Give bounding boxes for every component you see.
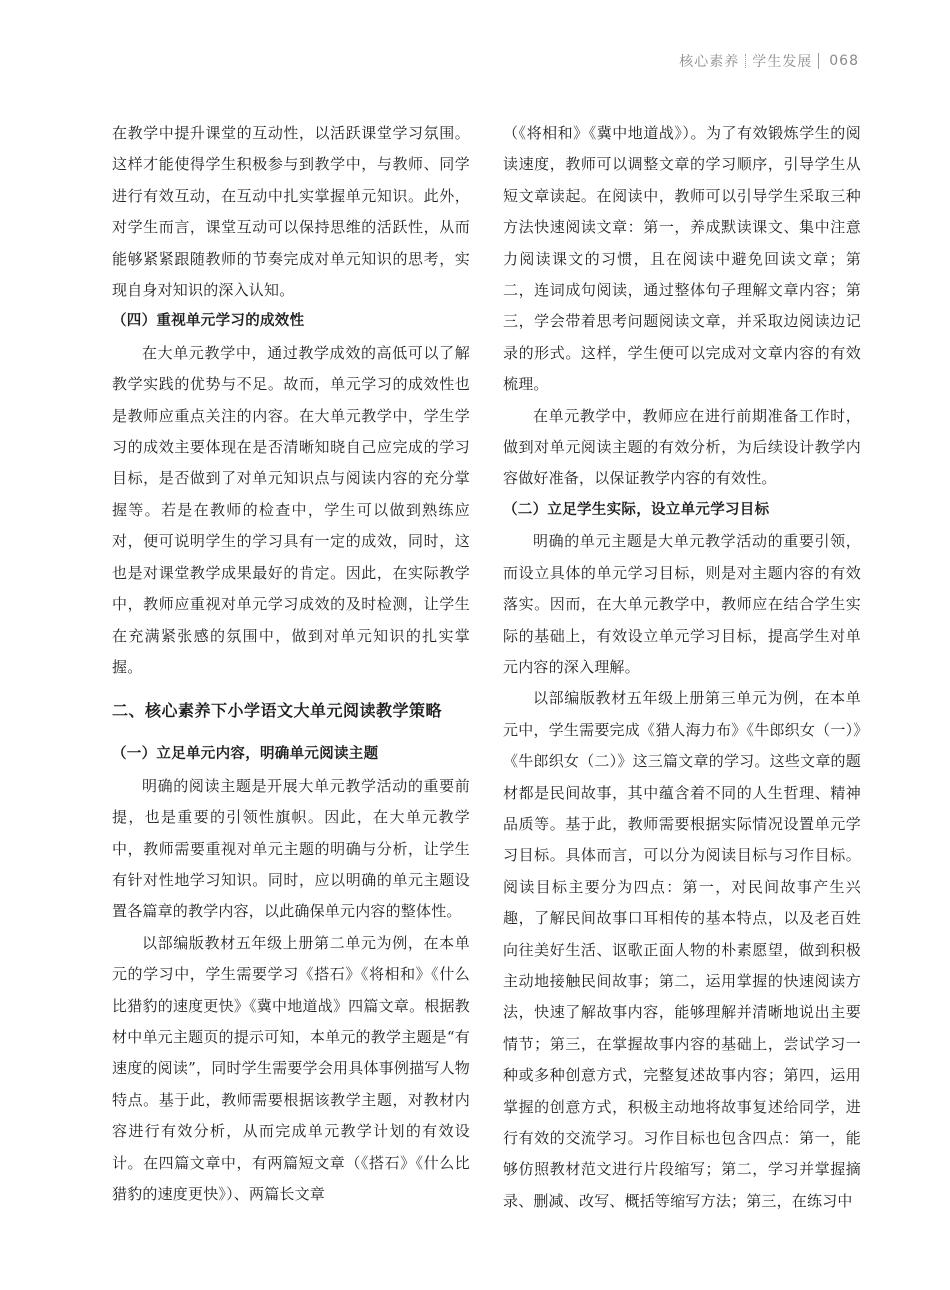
paragraph: 以部编版教材五年级上册第三单元为例，在本单元中，学生需要完成《猎人海力布》《牛郎织女（一）》《牛郎织女（二）》这三篇文章的学习。这些文章的题材都是民间故事，其中蕴含着不同的人生哲理、精神品质等。基于此，教师需要根据实际情况设置单元学习目标。具体而言，可以分为阅读目标与习作目标。阅读目标主要分为四点：第一，对民间故事产生兴趣，了解民间故事口耳相传的基本特点，以及老百姓向往美好生活、讴歌正面人物的朴素愿望，做到积极主动地接触民间故事；第二，运用掌握的快速阅读方法，快速了解故事内容，能够理解并清晰地说出主要情节；第三，在掌握故事内容的基础上，尝试学习一种或多种创意方式，完整复述故事内容；第四，运用掌握的创意方式，积极主动地将故事复述给同学，进行有效的交流学习。习作目标也包含四点：第一，能够仿照教材范文进行片段缩写；第二，学习并掌握摘录、删减、改写、概括等缩写方法；第三，在练习中 <box>503 689 861 1210</box>
paragraph: 以部编版教材五年级上册第二单元为例，在本单元的学习中，学生需要学习《搭石》《将相和》《什么比猎豹的速度更快》《冀中地道战》四篇文章。根据教材中单元主题页的提示可知，本单元的教学主题是“有速度的阅读”，同时学生需要学会用具体事例描写人物特点。基于此，教师需要根据该教学主题，对教材内容进行有效分析，从而完成单元教学计划的有效设计。在四篇文章中，有两篇短文章（《搭石》《什么比猎豹的速度更快》）、两篇长文章 <box>112 933 470 1203</box>
journal-name-part2: 学生发展 <box>752 54 813 70</box>
subsection-heading: （四）重视单元学习的成效性 <box>112 313 305 330</box>
subsection-heading: （二）立足学生实际，设立单元学习目标 <box>503 501 770 518</box>
paragraph: 在教学中提升课堂的互动性，以活跃课堂学习氛围。这样才能使得学生积极参与到教学中，与教师、同学进行有效互动，在互动中扎实掌握单元知识。此外，对学生而言，课堂互动可以保持思维的活跃性，从而能够紧紧跟随教师的节奏完成对单元知识的思考，实现自身对知识的深入认知。 <box>112 124 470 300</box>
section-heading: 二、核心素养下小学语文大单元阅读教学策略 <box>112 701 443 721</box>
paragraph: 明确的单元主题是大单元教学活动的重要引领，而设立具体的单元学习目标，则是对主题内容的有效落实。因而，在大单元教学中，教师应在结合学生实际的基础上，有效设立单元学习目标，提高学生对单元内容的深入理解。 <box>503 532 861 676</box>
paragraph: 明确的阅读主题是开展大单元教学活动的重要前提，也是重要的引领性旗帜。因此，在大单元教学中，教师需要重视对单元主题的明确与分析，让学生有针对性地学习知识。同时，应以明确的单元主题设置各篇章的教学内容，以此确保单元内容的整体性。 <box>112 776 470 921</box>
header-divider <box>818 53 819 69</box>
left-column <box>112 118 470 1210</box>
journal-name-part1: 核心素养 <box>679 54 740 70</box>
header-dotted-divider <box>745 54 746 68</box>
subsection-heading: （一）立足单元内容，明确单元阅读主题 <box>112 746 379 763</box>
page-number: 068 <box>829 53 859 69</box>
running-header <box>679 50 859 72</box>
paragraph: 在大单元教学中，通过教学成效的高低可以了解教学实践的优势与不足。故而，单元学习的成效性也是教师应重点关注的内容。在大单元教学中，学生学习的成效主要体现在是否清晰知晓自己应完成的学习目标，是否做到了对单元知识点与阅读内容的充分掌握等。若是在教师的检查中，学生可以做到熟练应对，便可说明学生的学习具有一定的成效，同时，这也是对课堂教学成果最好的肯定。因此，在实际教学中，教师应重视对单元学习成效的及时检测，让学生在充满紧张感的氛围中，做到对单元知识的扎实掌握。 <box>112 343 470 676</box>
right-column <box>503 118 861 1217</box>
paragraph: 在单元教学中，教师应在进行前期准备工作时，做到对单元阅读主题的有效分析，为后续设计教学内容做好准备，以保证教学内容的有效性。 <box>503 406 861 488</box>
paragraph: （《将相和》《冀中地道战》）。为了有效锻炼学生的阅读速度，教师可以调整文章的学习顺序，引导学生从短文章读起。在阅读中，教师可以引导学生采取三种方法快速阅读文章：第一，养成默读课文、集中注意力阅读课文的习惯，且在阅读中避免回读文章；第二，连词成句阅读，通过整体句子理解文章内容；第三，学会带着思考问题阅读文章，并采取边阅读边记录的形式。这样，学生便可以完成对文章内容的有效梳理。 <box>503 124 861 394</box>
